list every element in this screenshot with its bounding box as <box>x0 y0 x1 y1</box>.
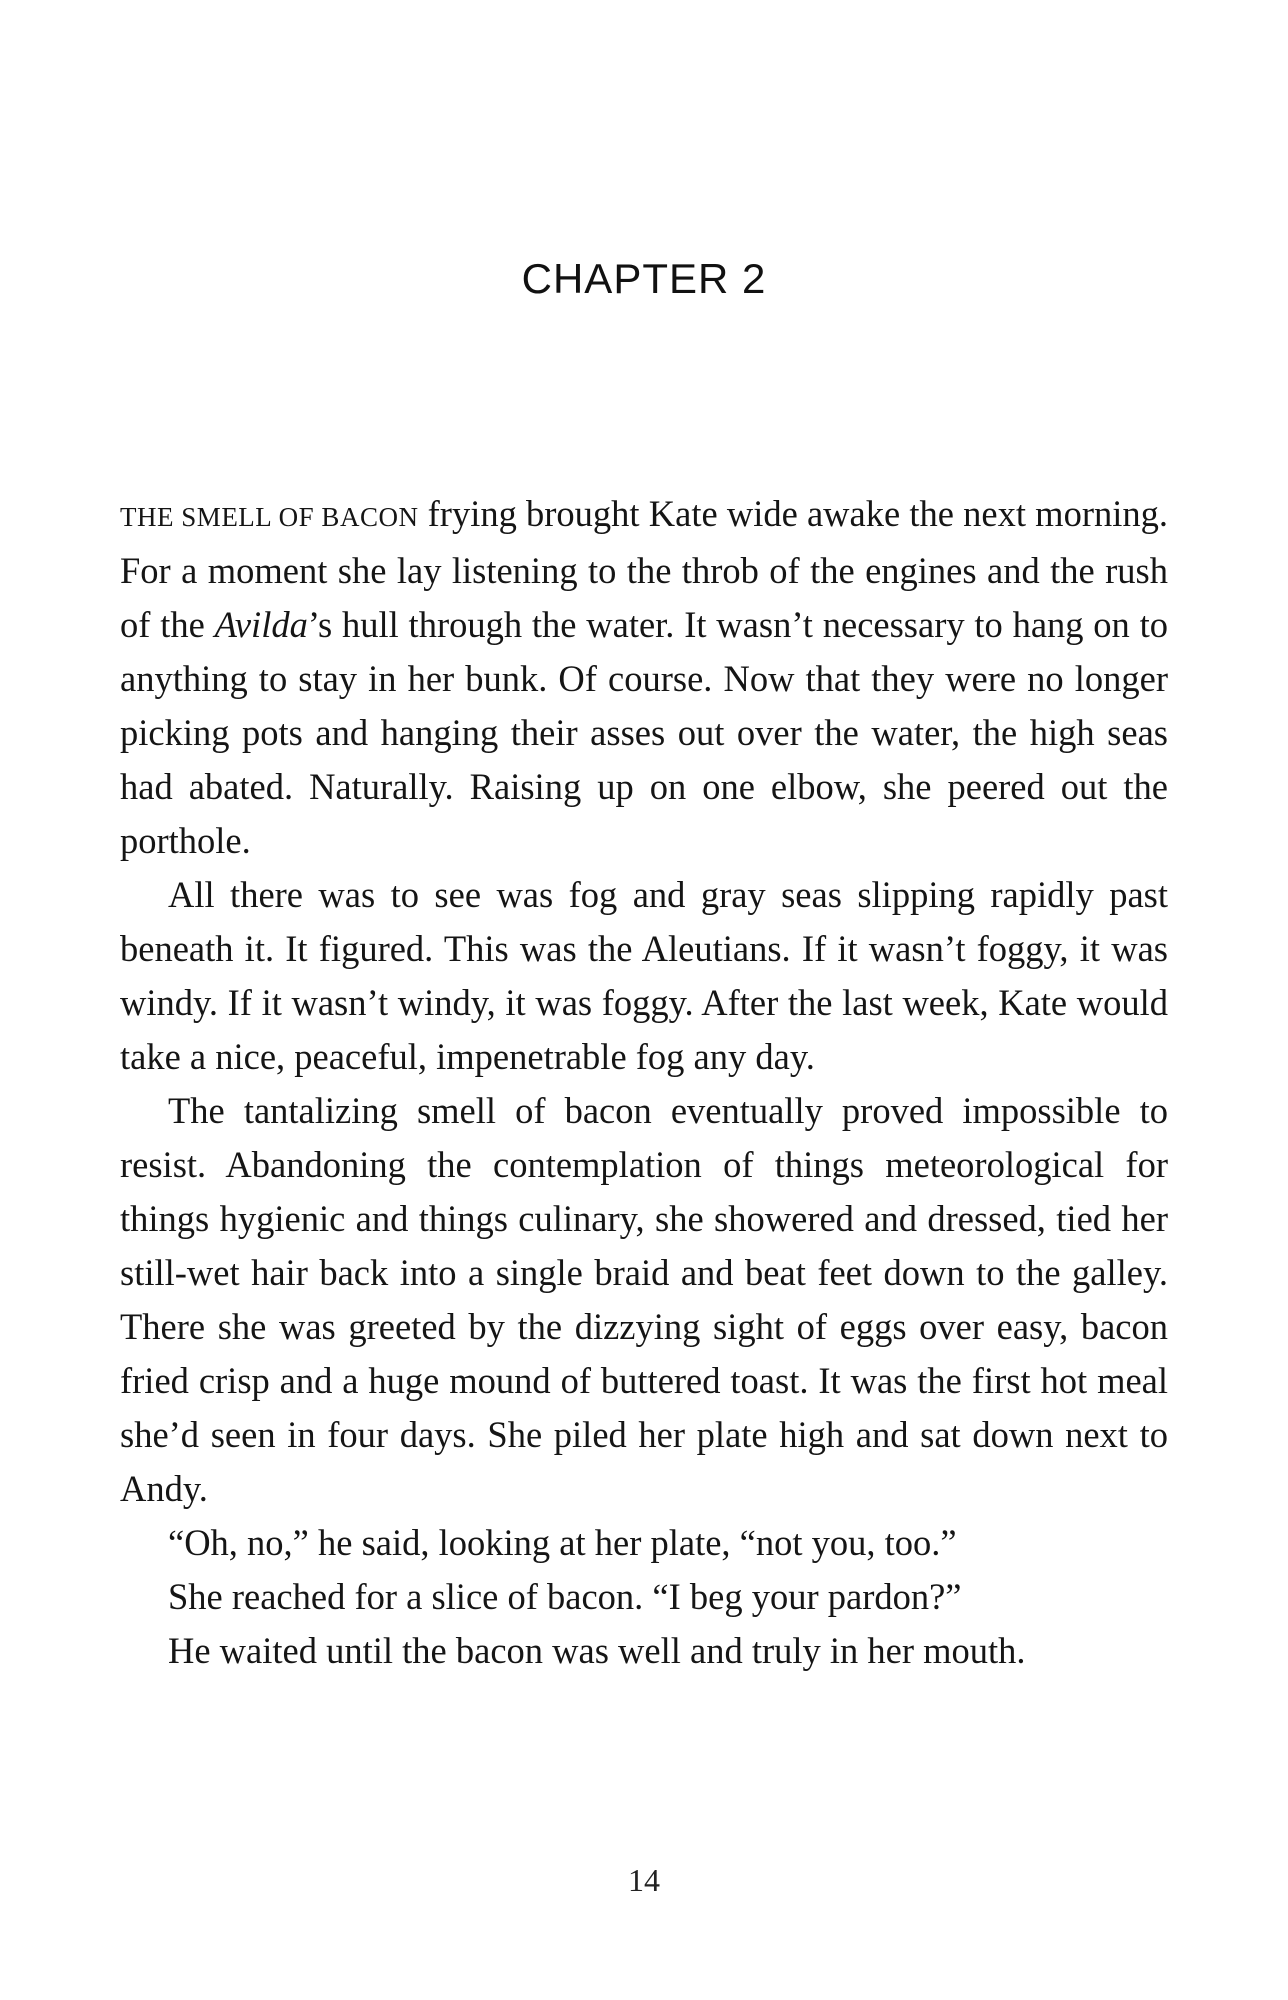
paragraph-3: The tantalizing smell of bacon eventually proved impossible to resist. Abandoning the contemplation of things meteorological for things hygienic and things culinary, she showered and dressed, tied her still-wet hair back into a single braid and beat feet down to the galley. There she was greeted by the dizzying sight of eggs over easy, bacon fried crisp and a huge mound of buttered toast. It was the first hot meal she’d seen in four days. She piled her plate high and sat down next to Andy. <box>120 1090 1168 1509</box>
paragraph-6: He waited until the bacon was well and truly in her mouth. <box>168 1630 1026 1671</box>
paragraph-1-text-a: frying brought Kate wide awake the next morning. For a moment she lay listening to the throb of the engines and the rush of the <box>120 493 1168 645</box>
lead-in-smallcaps: THE SMELL OF BACON <box>120 502 419 532</box>
page-number: 14 <box>628 1862 660 1898</box>
chapter-body <box>120 487 1168 1678</box>
chapter-heading: CHAPTER 2 <box>521 255 767 302</box>
paragraph-5: She reached for a slice of bacon. “I beg your pardon?” <box>168 1576 962 1617</box>
boat-name: Avilda <box>214 604 308 645</box>
paragraph-1 <box>120 487 1168 868</box>
paragraph-2: All there was to see was fog and gray seas slipping rapidly past beneath it. It figured. This was the Aleutians. If it wasn’t foggy, it was windy. If it wasn’t windy, it was foggy. After the last week, Kate would take a nice, peaceful, impenetrable fog any day. <box>120 874 1168 1077</box>
paragraph-4: “Oh, no,” he said, looking at her plate, “not you, too.” <box>168 1522 957 1563</box>
paragraph-1-text-b: ’s hull through the water. It wasn’t necessary to hang on to anything to stay in her bunk. Of course. Now that they were no longer picking pots and hanging their asses out over the water, the high seas had abated. Naturally. Raising up on one elbow, she peered out the porthole. <box>120 604 1168 861</box>
